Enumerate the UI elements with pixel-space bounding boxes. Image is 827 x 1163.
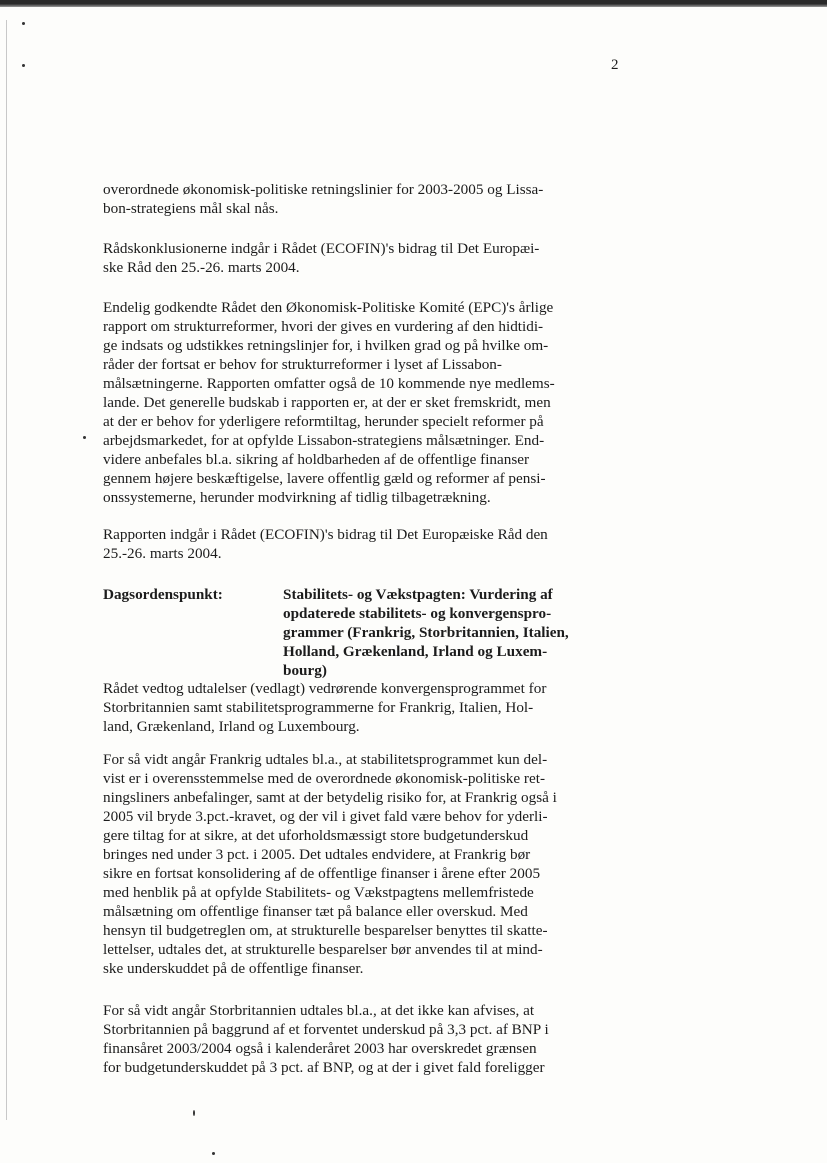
paragraph-epc-rapport: Endelig godkendte Rådet den Økonomisk-Politiske Komité (EPC)'s årlige rapport om strukturreformer, hvori der gives en vurdering af den hidtidi- ge indsats og udstikkes retningslinjer for, i hvilken grad og på hvilke om- råder der fortsat er behov for strukturreformer i lyset af Lissabon- målsætningerne. Rapporten omfatter også de 10 kommende nye medlems- lande. Det generelle budskab i rapporten er, at der er sket fremskridt, men at der er behov for yderligere reformtiltag, herunder specielt reformer på arbejdsmarkedet, for at opfylde Lissabon-strategiens målsætninger. End- videre anbefales bl.a. sikring af holdbarheden af de offentlige finanser gennem højere beskæftigelse, lavere offentlig gæld og reformer af pensi- onssystemerne, herunder modvirkning af tidlig tilbagetrækning.	[103, 299, 555, 506]
scan-top-border	[0, 0, 827, 7]
scan-speck	[83, 436, 86, 439]
scan-left-edge	[6, 20, 7, 1120]
paragraph-raadskonklusioner: Rådskonklusionerne indgår i Rådet (ECOFIN)'s bidrag til Det Europæi- ske Råd den 25.-26. marts 2004.	[103, 240, 540, 276]
scan-speck	[212, 1152, 215, 1155]
agenda-label: Dagsordenspunkt:	[103, 586, 223, 603]
page-number: 2	[611, 57, 619, 73]
paragraph-udtalelser: Rådet vedtog udtalelser (vedlagt) vedrørende konvergensprogrammet for Storbritannien samt stabilitetsprogrammerne for Frankrig, Italien, Hol- land, Grækenland, Irland og Luxembourg.	[103, 680, 547, 735]
paragraph-retningslinier: overordnede økonomisk-politiske retningslinier for 2003-2005 og Lissa- bon-strategiens mål skal nås.	[103, 181, 544, 217]
scan-speck	[22, 22, 25, 25]
scan-speck	[22, 64, 25, 67]
paragraph-storbritannien: For så vidt angår Storbritannien udtales bl.a., at det ikke kan afvises, at Storbritannien på baggrund af et forventet underskud på 3,3 pct. af BNP i finansåret 2003/2004 også i kalenderåret 2003 har overskredet grænsen for budgetunderskuddet på 3 pct. af BNP, og at der i givet fald foreligger	[103, 1002, 549, 1076]
scan-speck	[193, 1110, 195, 1116]
agenda-title: Stabilitets- og Vækstpagten: Vurdering af opdaterede stabilitets- og konvergenspro- grammer (Frankrig, Storbritannien, Italien, Holland, Grækenland, Irland og Luxem- bourg)	[283, 586, 569, 679]
paragraph-frankrig: For så vidt angår Frankrig udtales bl.a., at stabilitetsprogrammet kun del- vist er i overensstemmelse med de overordnede økonomisk-politiske ret- ningsliners anbefalinger, samt at der betydelig risiko for, at Frankrig også i 2005 vil bryde 3.pct.-kravet, og der vil i givet fald være behov for yderli- gere tiltag for at sikre, at det uforholdsmæssigt store budgetunderskud bringes ned under 3 pct. i 2005. Det udtales endvidere, at Frankrig bør sikre en fortsat konsolidering af de offentlige finanser i årene efter 2005 med henblik på at opfylde Stabilitets- og Vækstpagtens mellemfristede målsætning om offentlige finanser tæt på balance eller overskud. Med hensyn til budgetreglen om, at strukturelle besparelser benyttes til skatte- lettelser, udtales det, at strukturelle besparelser bør anvendes til at mind- ske underskuddet på de offentlige finanser.	[103, 751, 557, 977]
paragraph-rapport-bidrag: Rapporten indgår i Rådet (ECOFIN)'s bidrag til Det Europæiske Råd den 25.-26. marts 2004.	[103, 526, 548, 562]
